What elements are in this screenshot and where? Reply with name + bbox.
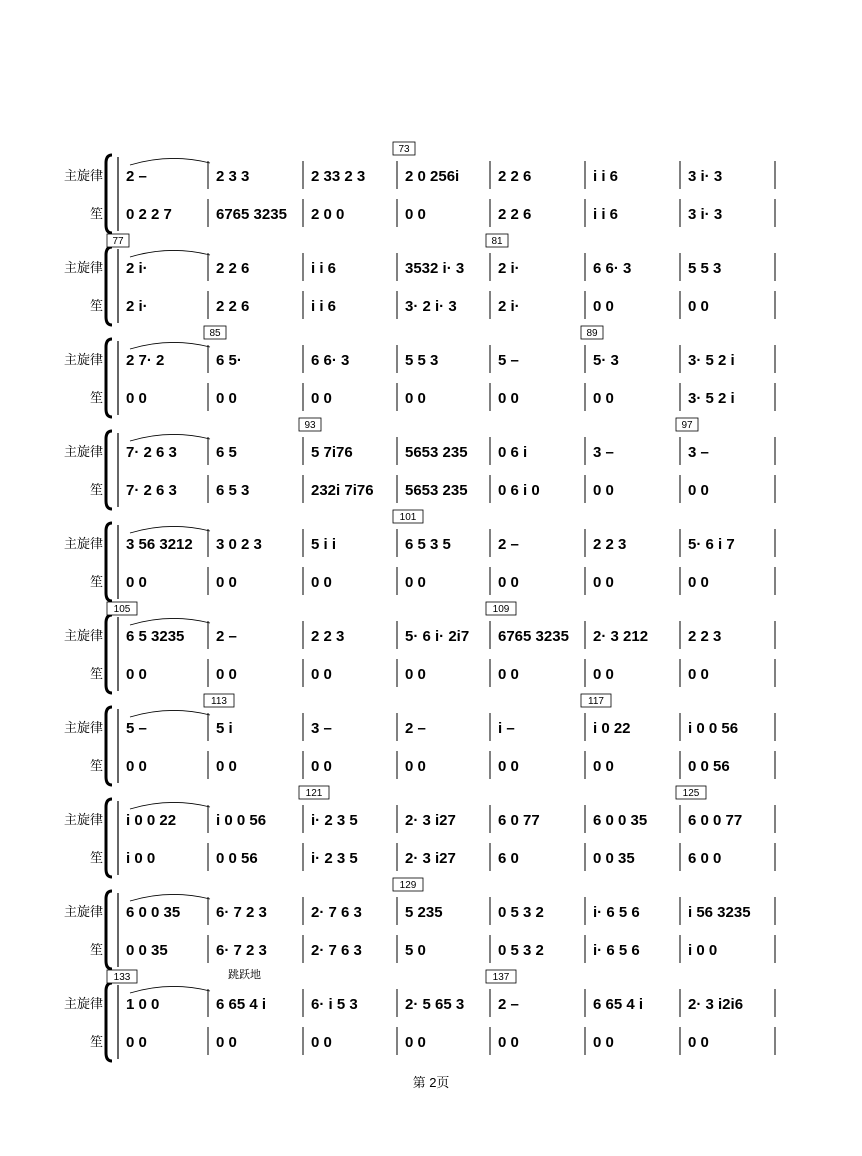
melody-measure: i· 2 3 5 [311,812,358,829]
sheng-measure: 0 0 [216,1034,237,1051]
sheng-measure: i· 6 5 6 [593,942,640,959]
sheng-measure: 0 0 [405,206,426,223]
part-label-melody: 主旋律 [63,813,103,828]
melody-measure: i 0 0 56 [688,720,739,737]
part-label-melody: 主旋律 [63,353,103,368]
sheng-measure: 0 0 [498,390,519,407]
melody-measure: 5 – [498,352,519,369]
melody-measure: 2 – [498,996,519,1013]
melody-measure: 2 i· [498,260,520,277]
melody-measure: 2 i· [126,260,148,277]
melody-measure: i 0 0 56 [216,812,267,829]
melody-measure: 6 0 0 77 [688,812,743,829]
melody-measure: 5 5 3 [405,352,439,369]
measure-number: 73 [398,144,410,155]
part-label-sheng: 笙 [89,299,103,314]
system-bracket [106,339,112,417]
system-bracket [106,615,112,693]
sheng-measure: 2 i· [498,298,520,315]
sheng-measure: 0 0 [593,758,614,775]
sheng-measure: 3· 2 i· 3 [405,298,457,315]
measure-number: 89 [586,328,598,339]
melody-measure: 2 2 3 [688,628,722,645]
sheng-measure: 0 0 [216,666,237,683]
melody-measure: i 56 3235 [688,904,751,921]
sheng-measure: 0 0 [405,1034,426,1051]
melody-measure: 5· 3 [593,352,619,369]
system-bracket [106,799,112,877]
measure-number: 85 [209,328,221,339]
melody-measure: 5· 6 i 7 [688,536,735,553]
part-label-melody: 主旋律 [63,169,103,184]
part-label-sheng: 笙 [89,1035,103,1050]
melody-measure: 6· 7 2 3 [216,904,267,921]
sheng-measure: 2 0 0 [311,206,345,223]
sheng-measure: 3 i· 3 [688,206,723,223]
melody-measure: 6 6· 3 [593,260,632,277]
melody-measure: 3 56 3212 [126,536,193,553]
melody-measure: 2 – [498,536,519,553]
melody-measure: 0 6 i [498,444,528,461]
melody-measure: 3 – [311,720,332,737]
slur [130,342,210,349]
sheng-measure: 0 5 3 2 [498,942,544,959]
melody-measure: 2 2 6 [216,260,250,277]
sheng-measure: i 0 0 [688,942,718,959]
sheng-measure: 6765 3235 [216,206,287,223]
melody-measure: 6 5 3 5 [405,536,451,553]
sheng-measure: 0 0 [688,1034,709,1051]
part-label-sheng: 笙 [89,207,103,222]
measure-number: 105 [113,604,131,615]
sheng-measure: 2· 3 i27 [405,850,456,867]
sheng-measure: 6· 7 2 3 [216,942,267,959]
system-bracket [106,431,112,509]
melody-measure: 6 5· [216,352,242,369]
system-bracket [106,891,112,969]
melody-measure: 2 3 3 [216,168,250,185]
sheng-measure: 0 0 [498,1034,519,1051]
melody-measure: 2· 3 i2i6 [688,996,744,1013]
sheng-measure: 0 0 56 [216,850,258,867]
slur [130,894,210,901]
melody-measure: 3 – [593,444,614,461]
melody-measure: 2· 5 65 3 [405,996,465,1013]
melody-measure: 5 – [126,720,147,737]
melody-measure: 2 2 6 [498,168,532,185]
slur [130,526,210,533]
sheng-measure: 0 2 2 7 [126,206,172,223]
sheng-measure: i· 2 3 5 [311,850,358,867]
melody-measure: 6 65 4 i [216,996,267,1013]
part-label-melody: 主旋律 [63,997,103,1012]
part-label-sheng: 笙 [89,667,103,682]
sheng-measure: i i 6 [593,206,619,223]
melody-measure: 3 i· 3 [688,168,723,185]
slur [130,618,210,625]
melody-measure: 3 0 2 3 [216,536,262,553]
sheng-measure: 0 0 [593,574,614,591]
sheng-measure: 3· 5 2 i [688,390,735,407]
sheng-measure: 0 0 [688,574,709,591]
melody-measure: 2 2 3 [311,628,345,645]
sheng-measure: 0 0 [126,574,147,591]
slur [130,986,210,993]
sheng-measure: 0 0 [688,298,709,315]
measure-number: 113 [211,696,227,707]
sheng-measure: 0 0 56 [688,758,730,775]
melody-measure: 3 – [688,444,709,461]
system-bracket [106,247,112,325]
measure-number: 133 [113,972,131,983]
sheng-measure: 0 0 [498,574,519,591]
sheng-measure: 0 0 [311,390,332,407]
melody-measure: 5 i i [311,536,337,553]
measure-number: 93 [304,420,316,431]
melody-measure: i 0 0 22 [126,812,177,829]
melody-measure: i· 6 5 6 [593,904,640,921]
system-bracket [106,983,112,1061]
sheng-measure: 0 6 i 0 [498,482,540,499]
sheng-measure: 0 0 [593,390,614,407]
measure-number: 121 [305,788,323,799]
sheng-measure: 0 0 [593,298,614,315]
melody-measure: 2· 7 6 3 [311,904,362,921]
part-label-melody: 主旋律 [63,629,103,644]
melody-measure: 5653 235 [405,444,468,461]
sheng-measure: 0 0 [593,1034,614,1051]
melody-measure: 2 0 256i [405,168,460,185]
part-label-sheng: 笙 [89,483,103,498]
part-label-sheng: 笙 [89,759,103,774]
melody-measure: 2 7· 2 [126,352,165,369]
part-label-sheng: 笙 [89,575,103,590]
sheng-measure: 0 0 [405,758,426,775]
sheng-measure: 0 0 [216,574,237,591]
sheng-measure: 0 0 [216,758,237,775]
part-label-sheng: 笙 [89,391,103,406]
melody-measure: 2 – [405,720,426,737]
melody-measure: i i 6 [311,260,337,277]
expression-mark: 跳跃地 [228,968,261,981]
part-label-melody: 主旋律 [63,261,103,276]
sheng-measure: 0 0 [405,390,426,407]
part-label-melody: 主旋律 [63,445,103,460]
system-bracket [106,707,112,785]
sheng-measure: 0 0 [126,390,147,407]
sheng-measure: 0 0 [498,758,519,775]
sheng-measure: 0 0 [216,390,237,407]
sheng-measure: 0 0 [311,666,332,683]
sheng-measure: 2 2 6 [216,298,250,315]
part-label-melody: 主旋律 [63,721,103,736]
melody-measure: 6765 3235 [498,628,569,645]
sheng-measure: 5 0 [405,942,426,959]
melody-measure: 6 5 [216,444,237,461]
melody-measure: 5 7i76 [311,444,353,461]
sheng-measure: 0 0 [405,574,426,591]
sheng-measure: 0 0 35 [126,942,168,959]
melody-measure: 2· 3 212 [593,628,649,645]
melody-measure: 6· i 5 3 [311,996,358,1013]
measure-number: 109 [492,604,510,615]
sheng-measure: 0 0 [498,666,519,683]
sheng-measure: i 0 0 [126,850,156,867]
sheng-measure: 6 0 [498,850,519,867]
sheng-measure: 0 0 [311,758,332,775]
melody-measure: 7· 2 6 3 [126,444,177,461]
measure-number: 137 [492,972,510,983]
melody-measure: 2 – [216,628,237,645]
melody-measure: 6 5 3235 [126,628,185,645]
melody-measure: 6 0 77 [498,812,540,829]
sheng-measure: 0 0 [405,666,426,683]
measure-number: 97 [681,420,693,431]
melody-measure: 5 i [216,720,233,737]
melody-measure: 2 2 3 [593,536,627,553]
sheng-measure: 232i 7i76 [311,482,374,499]
sheng-measure: 0 0 [126,758,147,775]
measure-number: 101 [399,512,417,523]
melody-measure: 2 33 2 3 [311,168,366,185]
sheng-measure: 0 0 [311,574,332,591]
sheng-measure: 2 i· [126,298,148,315]
melody-measure: 5 235 [405,904,443,921]
melody-measure: i 0 22 [593,720,631,737]
system-bracket [106,523,112,601]
measure-number: 77 [112,236,124,247]
melody-measure: i – [498,720,515,737]
melody-measure: 6 0 0 35 [593,812,648,829]
system-bracket [106,155,112,233]
melody-measure: 2 – [126,168,147,185]
slur [130,434,210,441]
slur [130,250,210,257]
part-label-melody: 主旋律 [63,537,103,552]
melody-measure: 6 65 4 i [593,996,644,1013]
sheng-measure: 0 0 35 [593,850,635,867]
measure-number: 117 [588,696,604,707]
sheng-measure: 5653 235 [405,482,468,499]
part-label-melody: 主旋律 [63,905,103,920]
sheng-measure: 6 5 3 [216,482,250,499]
page-number: 第 2页 [412,1075,450,1090]
melody-measure: 1 0 0 [126,996,160,1013]
melody-measure: 0 5 3 2 [498,904,544,921]
sheng-measure: 2 2 6 [498,206,532,223]
slur [130,802,210,809]
sheng-measure: i i 6 [311,298,337,315]
melody-measure: 6 6· 3 [311,352,350,369]
melody-measure: 6 0 0 35 [126,904,181,921]
melody-measure: 3532 i· 3 [405,260,465,277]
sheng-measure: 0 0 [126,1034,147,1051]
slur [130,710,210,717]
melody-measure: 5· 6 i· 2i7 [405,628,470,645]
measure-number: 81 [491,236,503,247]
sheng-measure: 7· 2 6 3 [126,482,177,499]
sheng-measure: 0 0 [688,482,709,499]
sheng-measure: 6 0 0 [688,850,722,867]
sheng-measure: 0 0 [593,482,614,499]
sheng-measure: 0 0 [311,1034,332,1051]
measure-number: 125 [682,788,700,799]
melody-measure: 3· 5 2 i [688,352,735,369]
sheng-measure: 0 0 [688,666,709,683]
melody-measure: 2· 3 i27 [405,812,456,829]
slur [130,158,210,165]
measure-number: 129 [399,880,417,891]
sheng-measure: 0 0 [593,666,614,683]
part-label-sheng: 笙 [89,851,103,866]
sheng-measure: 2· 7 6 3 [311,942,362,959]
sheng-measure: 0 0 [126,666,147,683]
melody-measure: 5 5 3 [688,260,722,277]
part-label-sheng: 笙 [89,943,103,958]
melody-measure: i i 6 [593,168,619,185]
